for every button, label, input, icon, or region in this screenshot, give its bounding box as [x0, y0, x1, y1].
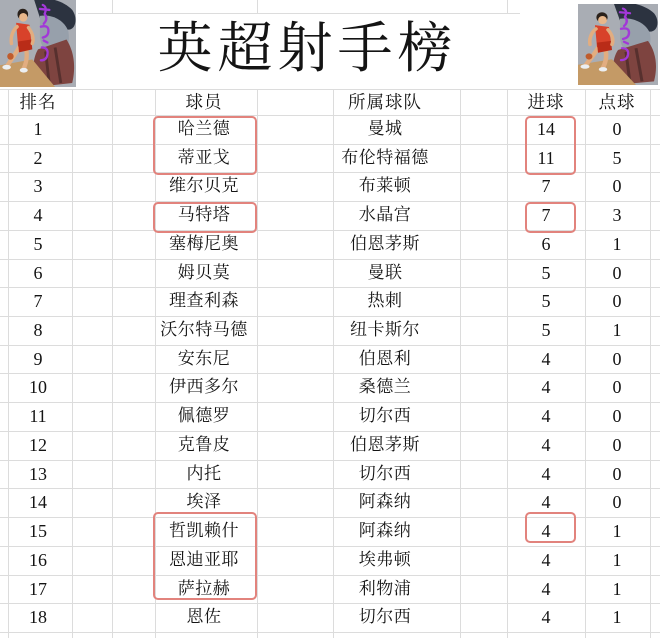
cell-rank: 2	[33, 147, 43, 168]
cell-rank: 10	[29, 377, 47, 398]
gridline-h	[0, 575, 660, 576]
cell-player: 佩德罗	[177, 406, 231, 426]
gridline-v	[333, 89, 334, 638]
cell-goals: 4	[541, 463, 551, 484]
cell-team: 伯恩利	[358, 348, 412, 368]
cell-player: 恩迪亚耶	[169, 549, 239, 569]
cell-goals: 4	[541, 406, 551, 427]
cell-player: 蒂亚戈	[177, 147, 231, 167]
gridline-v	[585, 89, 586, 638]
cell-rank: 9	[33, 348, 43, 369]
cell-rank: 13	[29, 463, 47, 484]
cell-player: 理查利森	[169, 291, 239, 311]
gridline-v	[112, 0, 113, 13]
cell-rank: 7	[33, 291, 43, 312]
gridline-h	[0, 460, 660, 461]
cell-team: 曼城	[367, 119, 403, 138]
gridline-v	[460, 89, 461, 638]
cell-penalties: 0	[612, 119, 622, 139]
cell-team: 伯恩茅斯	[350, 434, 420, 454]
cell-player: 沃尔特马德	[160, 320, 248, 340]
cell-player: 埃泽	[186, 492, 222, 512]
cell-goals: 4	[541, 434, 551, 455]
cell-goals: 5	[541, 262, 551, 283]
cell-penalties: 0	[612, 406, 622, 427]
cell-goals: 7	[541, 205, 551, 226]
cell-penalties: 0	[612, 348, 622, 369]
cell-player: 塞梅尼奥	[169, 233, 239, 253]
gridline-v	[650, 89, 651, 638]
highlight-box-goals-rank4	[525, 202, 576, 233]
cell-rank: 16	[29, 549, 47, 570]
cell-rank: 6	[33, 262, 43, 283]
cell-penalties: 1	[612, 233, 622, 254]
gridline-h	[0, 144, 660, 145]
cell-rank: 14	[29, 492, 47, 513]
cell-penalties: 3	[612, 205, 622, 226]
cell-penalties: 0	[612, 291, 622, 312]
cell-rank: 4	[33, 205, 43, 226]
cell-penalties: 0	[612, 176, 622, 197]
cell-penalties: 1	[612, 521, 622, 542]
cell-team: 阿森纳	[358, 521, 412, 541]
cell-rank: 5	[33, 233, 43, 254]
cell-goals: 4	[541, 607, 551, 628]
cell-penalties: 0	[612, 463, 622, 484]
cell-penalties: 1	[612, 607, 622, 628]
cell-team: 利物浦	[358, 578, 412, 598]
cell-team: 水晶宫	[358, 205, 412, 225]
cell-player: 维尔贝克	[169, 176, 239, 196]
gridline-h	[0, 431, 660, 432]
page-title: 英超射手榜	[157, 18, 458, 79]
header-penalties: 点球	[598, 92, 636, 112]
cell-penalties: 0	[612, 377, 622, 398]
gridline-v	[112, 89, 113, 638]
gridline-v	[8, 89, 9, 638]
gridline-h	[0, 345, 660, 346]
cell-team: 切尔西	[358, 406, 412, 426]
gridline-v	[155, 89, 156, 638]
gridline-h	[78, 13, 520, 14]
gridline-h	[0, 517, 660, 518]
gridline-h	[0, 316, 660, 317]
cell-player: 恩佐	[186, 607, 222, 627]
cell-player: 伊西多尔	[169, 377, 239, 397]
cell-team: 伯恩茅斯	[350, 233, 420, 253]
cell-penalties: 0	[612, 262, 622, 283]
cell-team: 阿森纳	[358, 492, 412, 512]
gridline-v	[257, 89, 258, 638]
cell-team: 桑德兰	[358, 377, 412, 397]
cell-player: 姆贝莫	[177, 262, 231, 282]
cell-team: 布伦特福德	[341, 147, 429, 167]
cell-goals: 4	[541, 492, 551, 513]
cell-rank: 17	[29, 578, 47, 599]
cell-team: 切尔西	[358, 607, 412, 627]
cell-penalties: 0	[612, 434, 622, 455]
gridline-h	[0, 632, 660, 633]
header-goals: 进球	[527, 92, 565, 112]
cell-penalties: 0	[612, 492, 622, 513]
cell-penalties: 5	[612, 147, 622, 168]
gridline-h	[0, 287, 660, 288]
gridline-v	[507, 89, 508, 638]
gridline-h	[0, 546, 660, 547]
gridline-v	[257, 0, 258, 13]
gridline-h	[0, 230, 660, 231]
cell-player: 哈兰德	[177, 119, 231, 138]
cell-penalties: 1	[612, 549, 622, 570]
cell-goals: 4	[541, 377, 551, 398]
cell-player: 哲凯赖什	[169, 521, 239, 541]
cell-team: 布莱顿	[358, 176, 412, 196]
cell-rank: 8	[33, 320, 43, 341]
cell-penalties: 1	[612, 320, 622, 341]
cell-team: 埃弗顿	[358, 549, 412, 569]
cell-player: 内托	[186, 463, 222, 483]
cell-player: 萨拉赫	[177, 578, 231, 598]
gridline-h	[0, 201, 660, 202]
cell-player: 克鲁皮	[177, 434, 231, 454]
cell-goals: 11	[537, 147, 555, 168]
cell-team: 热刺	[367, 291, 403, 311]
cell-rank: 18	[29, 607, 47, 628]
cell-goals: 7	[541, 176, 551, 197]
cell-goals: 5	[541, 291, 551, 312]
gridline-h	[0, 488, 660, 489]
cell-rank: 15	[29, 521, 47, 542]
header-player: 球员	[185, 92, 223, 112]
cell-goals: 4	[541, 521, 551, 542]
cell-goals: 4	[541, 348, 551, 369]
cell-rank: 12	[29, 434, 47, 455]
cell-goals: 4	[541, 578, 551, 599]
cell-rank: 1	[33, 119, 43, 139]
cell-goals: 14	[537, 119, 555, 139]
gridline-h	[0, 603, 660, 604]
gridline-h	[0, 115, 660, 116]
gridline-h	[0, 373, 660, 374]
gridline-h	[0, 259, 660, 260]
gridline-v	[72, 89, 73, 638]
cell-rank: 11	[29, 406, 47, 427]
cell-penalties: 1	[612, 578, 622, 599]
header-rank: 排名	[19, 92, 57, 112]
cell-player: 安东尼	[177, 348, 231, 368]
header-team: 所属球队	[348, 92, 422, 112]
cell-team: 切尔西	[358, 463, 412, 483]
cell-goals: 5	[541, 320, 551, 341]
gridline-h	[0, 402, 660, 403]
cell-team: 纽卡斯尔	[350, 320, 420, 340]
cell-player: 马特塔	[177, 205, 231, 225]
cell-goals: 4	[541, 549, 551, 570]
gridline-v	[507, 0, 508, 13]
gridline-h	[0, 172, 660, 173]
cell-rank: 3	[33, 176, 43, 197]
cell-team: 曼联	[367, 262, 403, 282]
cell-goals: 6	[541, 233, 551, 254]
